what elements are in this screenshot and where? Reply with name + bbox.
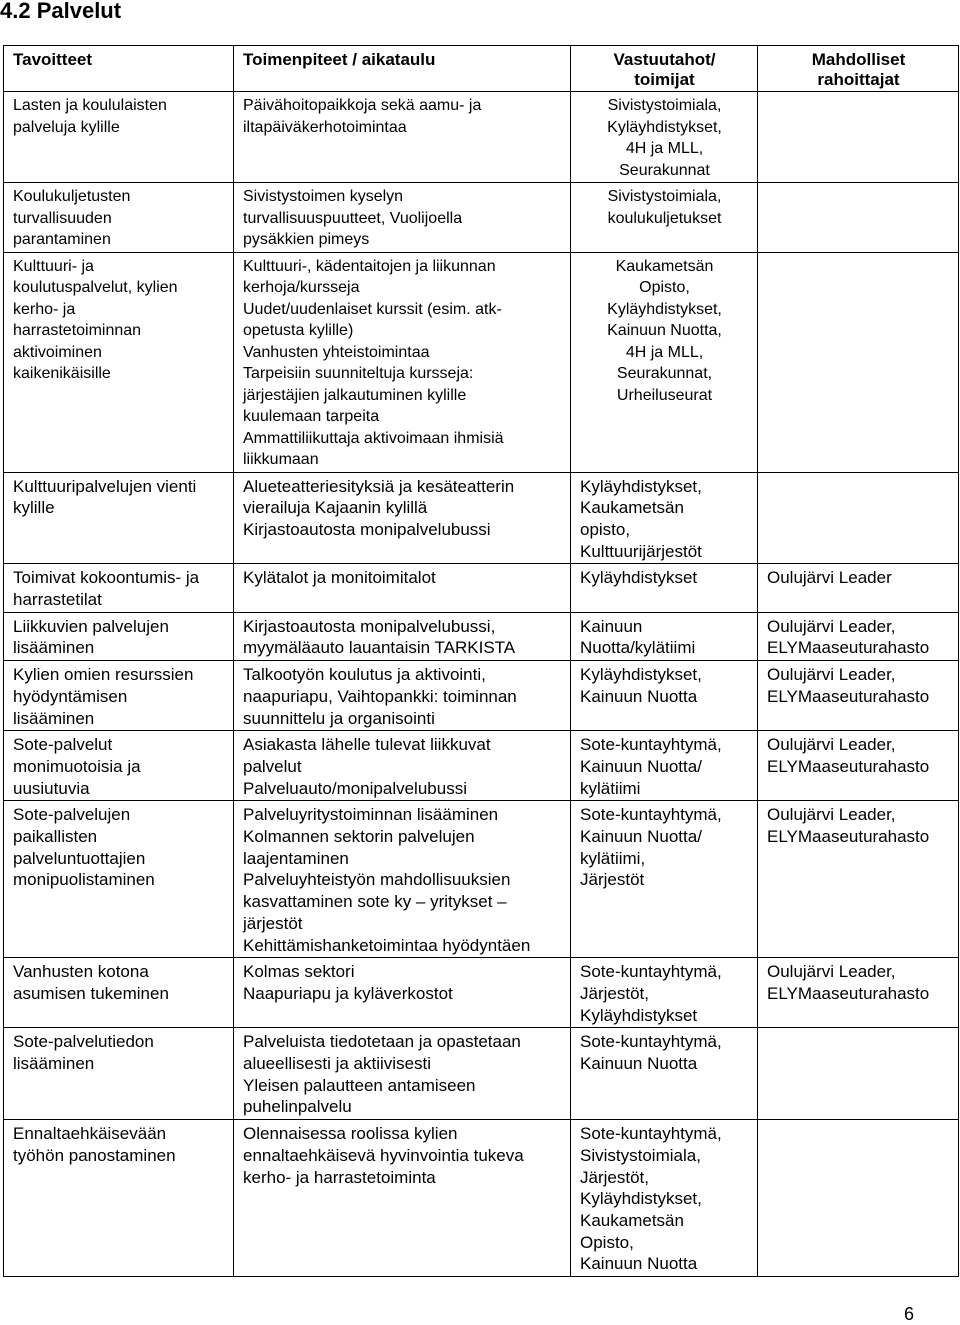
- goals-cell: [4, 252, 234, 472]
- actions-cell: [234, 731, 571, 801]
- responsible-line: Kyläyhdistykset: [580, 1005, 698, 1025]
- funders-cell: [758, 92, 959, 183]
- header-goals: Tavoitteet: [4, 46, 234, 92]
- header-funders: [758, 46, 959, 92]
- actions-cell: [234, 612, 571, 660]
- section-title: 4.2 Palvelut: [0, 0, 122, 23]
- responsible-line: Kyläyhdistykset,: [580, 665, 702, 685]
- responsible-line: 4H ja MLL,: [625, 140, 704, 157]
- responsible-line: Järjestöt,: [580, 1167, 649, 1187]
- responsible-line: kylätiimi,: [580, 848, 646, 868]
- header-responsible: [571, 46, 758, 92]
- responsible-cell: [571, 612, 758, 660]
- responsible-line: Sote-kuntayhtymä,: [580, 1032, 722, 1052]
- actions-line: Alueteatteriesityksiä ja kesäteatterin: [243, 476, 515, 496]
- responsible-cell: [571, 661, 758, 731]
- responsible-line: Järjestöt,: [580, 983, 649, 1003]
- responsible-line: koulukuljetukset: [607, 209, 722, 227]
- funders-cell: [758, 801, 959, 958]
- goals-line: Ennaltaehkäisevään: [13, 1124, 167, 1144]
- actions-line: Päivähoitopaikkoja sekä aamu- ja: [243, 97, 482, 114]
- goals-line: paikallisten: [13, 827, 98, 847]
- goals-line: Koulukuljetusten: [13, 188, 131, 205]
- actions-cell: [234, 801, 571, 958]
- table-row: [4, 564, 959, 612]
- actions-cell: [234, 252, 571, 472]
- table-row: [4, 661, 959, 731]
- responsible-line: Kaukametsän: [615, 257, 714, 275]
- table-body: [4, 92, 959, 1277]
- responsible-line: Kaukametsän: [580, 1211, 684, 1230]
- goals-cell: [4, 1120, 234, 1277]
- table-header-row: [4, 46, 959, 92]
- actions-line: Palveluista tiedotetaan ja opastetaan: [243, 1032, 521, 1052]
- actions-line: vierailuja Kajaanin kylillä: [243, 498, 428, 518]
- goals-line: palveluntuottajien: [13, 848, 146, 868]
- actions-line: liikkumaan: [243, 451, 319, 468]
- funders-line: Oulujärvi Leader: [767, 568, 892, 588]
- actions-line: Yleisen palautteen antamiseen: [243, 1075, 476, 1095]
- funders-cell: [758, 472, 959, 564]
- goals-line: uusiutuvia: [13, 778, 90, 798]
- goals-line: Sote-palvelutiedon: [13, 1032, 154, 1052]
- funders-cell: [758, 1028, 959, 1120]
- actions-line: Palveluauto/monipalvelubussi: [243, 778, 467, 798]
- actions-line: Talkootyön koulutus ja aktivointi,: [243, 665, 486, 685]
- responsible-line: Kainuun Nuotta: [580, 686, 698, 706]
- funders-cell: [758, 661, 959, 731]
- responsible-line: Urheiluseurat: [616, 386, 713, 404]
- actions-line: puhelinpalvelu: [243, 1097, 352, 1117]
- goals-line: monimuotoisia ja: [13, 756, 141, 776]
- actions-line: kasvattaminen sote ky – yritykset –: [243, 892, 507, 912]
- table-row: [4, 92, 959, 183]
- funders-line: ELYMaaseuturahasto: [767, 756, 930, 776]
- goals-line: asumisen tukeminen: [13, 983, 169, 1003]
- responsible-line: Sote-kuntayhtymä,: [580, 1124, 722, 1144]
- responsible-cell: [571, 472, 758, 564]
- responsible-line: Kainuun Nuotta: [580, 1254, 698, 1274]
- goals-line: lisääminen: [13, 708, 95, 728]
- responsible-line: Sote-kuntayhtymä,: [580, 735, 722, 755]
- actions-line: Kirjastoautosta monipalvelubussi,: [243, 616, 496, 636]
- actions-line: Kolmas sektori: [243, 962, 355, 982]
- goals-line: kerho- ja: [13, 300, 76, 318]
- goals-cell: [4, 612, 234, 660]
- actions-line: Kehittämishanketoimintaa hyödyntäen: [243, 935, 531, 955]
- funders-cell: [758, 1120, 959, 1277]
- actions-cell: [234, 183, 571, 253]
- goals-line: aktivoiminen: [13, 343, 102, 361]
- responsible-cell: [571, 252, 758, 472]
- funders-cell: [758, 612, 959, 660]
- goals-line: Kylien omien resurssien: [13, 665, 194, 685]
- table-row: [4, 472, 959, 564]
- actions-line: Kirjastoautosta monipalvelubussi: [243, 519, 491, 539]
- responsible-line: opisto,: [580, 519, 631, 539]
- goals-line: kylille: [13, 498, 55, 518]
- goals-cell: [4, 1028, 234, 1120]
- actions-cell: [234, 92, 571, 183]
- responsible-line: 4H ja MLL,: [625, 343, 704, 361]
- funders-line: Oulujärvi Leader,: [767, 962, 896, 982]
- goals-line: koulutuspalvelut, kylien: [13, 279, 178, 296]
- actions-cell: [234, 661, 571, 731]
- actions-line: pysäkkien pimeys: [243, 231, 370, 248]
- actions-line: Kolmannen sektorin palvelujen: [243, 827, 475, 847]
- actions-line: Sivistystoimen kyselyn: [243, 188, 404, 205]
- actions-line: turvallisuuspuutteet, Vuolijoella: [243, 209, 463, 227]
- actions-line: kuulemaan tarpeita: [243, 408, 380, 425]
- goals-cell: [4, 801, 234, 958]
- goals-line: Liikkuvien palvelujen: [13, 616, 169, 636]
- goals-cell: [4, 731, 234, 801]
- responsible-line: Kaukametsän: [580, 498, 684, 518]
- responsible-line: Seurakunnat: [619, 161, 710, 179]
- goals-cell: [4, 661, 234, 731]
- table-row: [4, 1028, 959, 1120]
- funders-cell: [758, 183, 959, 253]
- table-row: [4, 731, 959, 801]
- services-table: [3, 45, 959, 1277]
- responsible-line: Kainuun: [580, 616, 643, 636]
- funders-line: ELYMaaseuturahasto: [767, 638, 930, 658]
- goals-line: Sote-palvelut: [13, 735, 113, 755]
- goals-line: turvallisuuden: [13, 209, 112, 227]
- responsible-line: Opisto,: [639, 279, 690, 296]
- responsible-line: Kainuun Nuotta/: [580, 756, 702, 776]
- actions-line: Vanhusten yhteistoimintaa: [243, 343, 430, 361]
- actions-line: Tarpeisiin suunniteltuja kursseja:: [243, 365, 474, 382]
- goals-line: lisääminen: [13, 1054, 95, 1074]
- responsible-line: Kyläyhdistykset,: [607, 300, 722, 318]
- responsible-line: kylätiimi: [580, 778, 641, 798]
- responsible-line: Sote-kuntayhtymä,: [580, 962, 722, 982]
- actions-line: iltapäiväkerhotoimintaa: [243, 118, 407, 136]
- goals-line: työhön panostaminen: [13, 1145, 176, 1165]
- funders-line: Oulujärvi Leader,: [767, 735, 896, 755]
- table-row: [4, 801, 959, 958]
- responsible-cell: [571, 801, 758, 958]
- funders-line: Oulujärvi Leader,: [767, 616, 896, 636]
- responsible-line: Seurakunnat,: [616, 365, 713, 382]
- actions-line: kerhoja/kursseja: [243, 279, 360, 296]
- page-number: 6: [904, 1304, 915, 1324]
- goals-line: lisääminen: [13, 638, 95, 658]
- table-row: [4, 1120, 959, 1277]
- header-responsible-line: Vastuutahot/: [613, 50, 716, 69]
- header-funders-line: rahoittajat: [817, 70, 900, 89]
- goals-line: harrastetilat: [13, 590, 102, 610]
- header-funders-line: Mahdolliset: [811, 50, 906, 69]
- responsible-line: Nuotta/kylätiimi: [580, 638, 696, 658]
- responsible-line: Sivistystoimiala,: [607, 97, 722, 114]
- header-actions: Toimenpiteet / aikataulu: [234, 46, 571, 92]
- funders-cell: [758, 564, 959, 612]
- goals-line: Kulttuuri- ja: [13, 257, 94, 275]
- responsible-cell: [571, 183, 758, 253]
- goals-line: Vanhusten kotona: [13, 962, 149, 982]
- funders-line: ELYMaaseuturahasto: [767, 983, 930, 1003]
- actions-line: suunnittelu ja organisointi: [243, 708, 435, 728]
- actions-line: Kulttuuri-, kädentaitojen ja liikunnan: [243, 257, 496, 275]
- responsible-line: Järjestöt: [580, 870, 645, 890]
- responsible-line: Kyläyhdistykset,: [580, 476, 702, 496]
- responsible-cell: [571, 1028, 758, 1120]
- goals-cell: [4, 183, 234, 253]
- table-row: [4, 958, 959, 1028]
- goals-line: Toimivat kokoontumis- ja: [13, 568, 200, 588]
- responsible-line: Kainuun Nuotta: [580, 1054, 698, 1074]
- responsible-line: Sote-kuntayhtymä,: [580, 805, 722, 825]
- actions-line: myymäläauto lauantaisin TARKISTA: [243, 638, 516, 658]
- goals-line: Kulttuuripalvelujen vienti: [13, 476, 197, 496]
- funders-line: Oulujärvi Leader,: [767, 665, 896, 685]
- actions-cell: [234, 472, 571, 564]
- responsible-line: Kyläyhdistykset: [580, 568, 698, 588]
- actions-line: alueellisesti ja aktiivisesti: [243, 1054, 432, 1074]
- actions-cell: [234, 1120, 571, 1277]
- actions-line: palvelut: [243, 756, 302, 776]
- actions-line: Olennaisessa roolissa kylien: [243, 1124, 458, 1144]
- actions-line: opetusta kylille): [243, 322, 354, 339]
- goals-line: Lasten ja koululaisten: [13, 97, 167, 114]
- responsible-line: Kulttuurijärjestöt: [580, 541, 702, 561]
- actions-line: ennaltaehkäisevä hyvinvointia tukeva: [243, 1145, 524, 1165]
- actions-cell: [234, 1028, 571, 1120]
- actions-line: Naapuriapu ja kyläverkostot: [243, 983, 453, 1003]
- responsible-cell: [571, 92, 758, 183]
- goals-cell: [4, 92, 234, 183]
- actions-line: naapuriapu, Vaihtopankki: toiminnan: [243, 686, 517, 706]
- actions-line: Asiakasta lähelle tulevat liikkuvat: [243, 735, 491, 755]
- responsible-line: Kainuun Nuotta/: [580, 827, 702, 847]
- goals-cell: [4, 472, 234, 564]
- goals-line: kaikenikäisille: [13, 365, 111, 382]
- actions-cell: [234, 958, 571, 1028]
- goals-cell: [4, 564, 234, 612]
- responsible-cell: [571, 1120, 758, 1277]
- responsible-line: Kyläyhdistykset,: [607, 118, 722, 136]
- actions-line: kerho- ja harrastetoiminta: [243, 1167, 436, 1187]
- actions-cell: [234, 564, 571, 612]
- actions-line: Ammattiliikuttaja aktivoimaan ihmisiä: [243, 429, 504, 447]
- actions-line: Palveluyritystoiminnan lisääminen: [243, 805, 499, 825]
- responsible-line: Sivistystoimiala,: [580, 1145, 701, 1165]
- responsible-line: Kyläyhdistykset,: [580, 1189, 702, 1209]
- actions-line: laajentaminen: [243, 848, 349, 868]
- funders-line: Oulujärvi Leader,: [767, 805, 896, 825]
- goals-line: parantaminen: [13, 231, 111, 248]
- goals-line: Sote-palvelujen: [13, 805, 131, 825]
- goals-line: harrastetoiminnan: [13, 322, 142, 339]
- table-row: [4, 183, 959, 253]
- actions-line: järjestöt: [243, 913, 303, 933]
- responsible-line: Opisto,: [580, 1232, 634, 1252]
- responsible-line: Kainuun Nuotta,: [607, 322, 722, 339]
- actions-line: Palveluyhteistyön mahdollisuuksien: [243, 870, 511, 890]
- header-responsible-line: toimijat: [634, 70, 695, 89]
- responsible-cell: [571, 731, 758, 801]
- actions-line: järjestäjien jalkautuminen kylille: [243, 386, 467, 404]
- funders-line: ELYMaaseuturahasto: [767, 686, 930, 706]
- actions-line: Kylätalot ja monitoimitalot: [243, 568, 436, 588]
- table-row: [4, 612, 959, 660]
- responsible-line: Sivistystoimiala,: [607, 188, 722, 205]
- table-row: [4, 252, 959, 472]
- funders-cell: [758, 958, 959, 1028]
- funders-cell: [758, 252, 959, 472]
- goals-line: monipuolistaminen: [13, 870, 155, 890]
- funders-cell: [758, 731, 959, 801]
- funders-line: ELYMaaseuturahasto: [767, 827, 930, 847]
- actions-line: Uudet/uudenlaiset kurssit (esim. atk-: [243, 300, 502, 318]
- goals-line: hyödyntämisen: [13, 686, 128, 706]
- responsible-cell: [571, 564, 758, 612]
- responsible-cell: [571, 958, 758, 1028]
- goals-line: palveluja kylille: [13, 118, 120, 136]
- goals-cell: [4, 958, 234, 1028]
